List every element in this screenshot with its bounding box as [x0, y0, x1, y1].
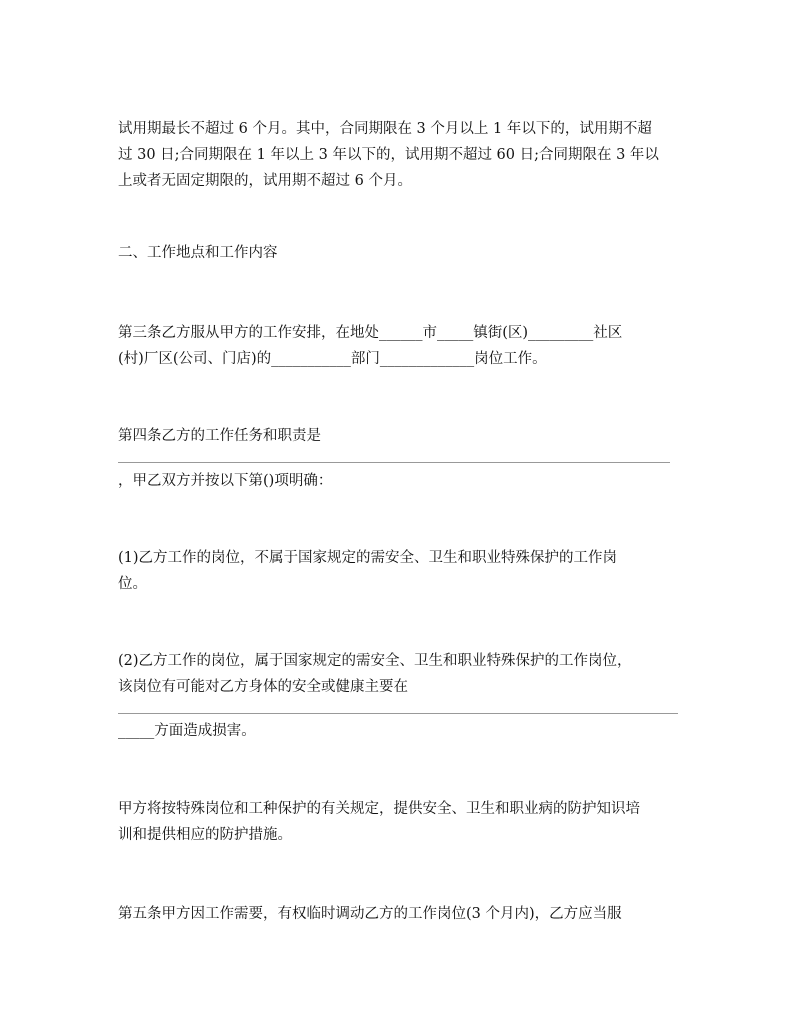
item-2-paragraph — [118, 648, 683, 700]
text-line: 试用期最长不超过 6 个月。其中，合同期限在 3 个月以上 1 年以下的，试用期不超 — [118, 121, 652, 137]
text-line: (1)乙方工作的岗位，不属于国家规定的需安全、卫生和职业特殊保护的工作岗 — [118, 550, 618, 566]
text-line: 第五条甲方因工作需要，有权临时调动乙方的工作岗位(3 个月内)，乙方应当服 — [118, 906, 622, 922]
text-line: 训和提供相应的防护措施。 — [118, 827, 292, 843]
item-2-continuation: _____方面造成损害。 — [118, 723, 256, 739]
probation-paragraph — [118, 116, 683, 194]
blank-fill-line — [118, 462, 670, 463]
item-1-paragraph — [118, 545, 683, 597]
text-line: 过 30 日;合同期限在 1 年以上 3 年以下的，试用期不超过 60 日;合同期限在 3 年以 — [118, 147, 659, 163]
text-line: 上或者无固定期限的，试用期不超过 6 个月。 — [118, 173, 412, 189]
article-5-paragraph — [118, 901, 683, 927]
blank-fill-line — [118, 713, 678, 714]
text-line: 甲方将按特殊岗位和工种保护的有关规定，提供安全、卫生和职业病的防护知识培 — [118, 801, 640, 817]
protection-paragraph — [118, 796, 683, 848]
article-4-continuation: ，甲乙双方并按以下第()项明确： — [118, 473, 333, 489]
text-line: 位。 — [118, 576, 147, 592]
article-3-paragraph — [118, 320, 683, 372]
section-heading: 二、工作地点和工作内容 — [118, 245, 278, 261]
text-line: 该岗位有可能对乙方身体的安全或健康主要在 — [118, 679, 408, 695]
text-line: (2)乙方工作的岗位，属于国家规定的需安全、卫生和职业特殊保护的工作岗位， — [118, 653, 632, 669]
article-4-title: 第四条乙方的工作任务和职责是 — [118, 428, 321, 444]
text-line: (村)厂区(公司、门店)的___________部门_____________岗位工作。 — [118, 351, 547, 367]
text-line: 第三条乙方服从甲方的工作安排，在地处______市_____镇街(区)_________社区 — [118, 325, 623, 341]
